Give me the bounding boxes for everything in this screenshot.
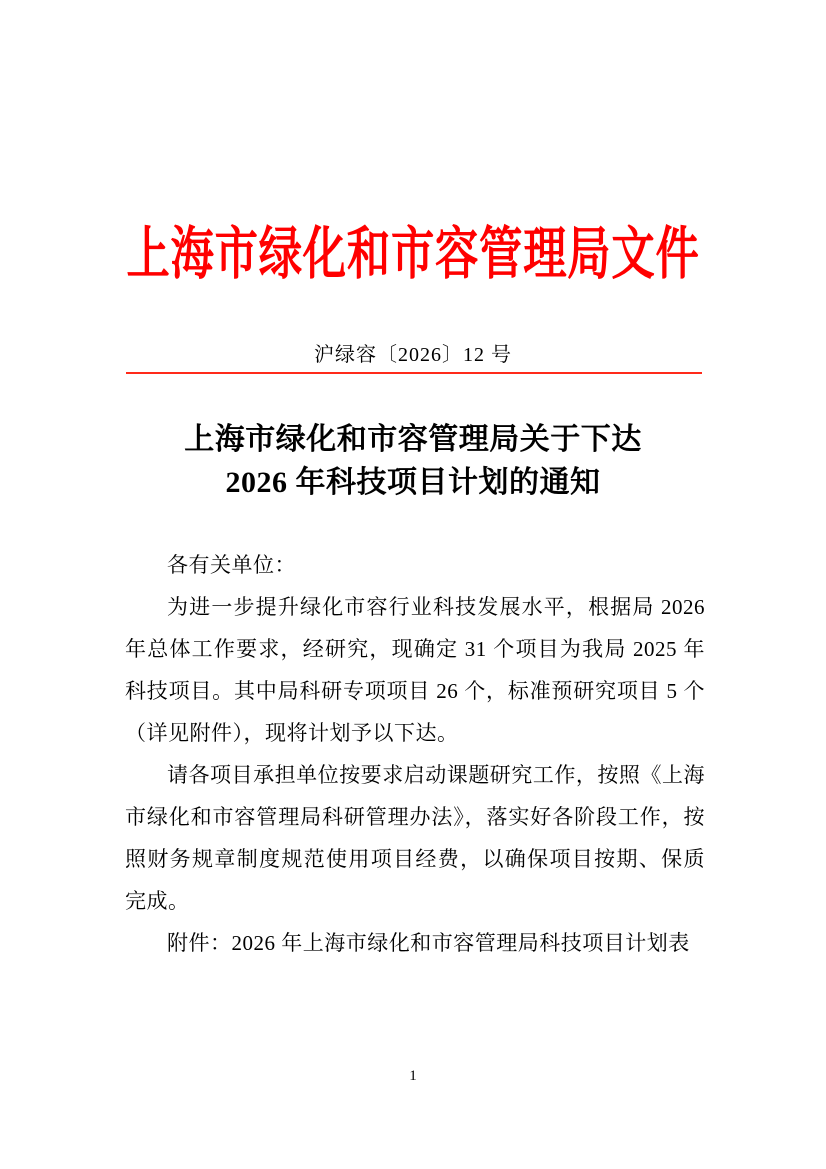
paragraph-2: 请各项目承担单位按要求启动课题研究工作，按照《上海市绿化和市容管理局科研管理办法》，落实好各阶段工作，按照财务规章制度规范使用项目经费，以确保项目按期、保质完成。 <box>125 763 705 913</box>
document-title <box>0 418 826 504</box>
agency-header-title <box>0 220 826 290</box>
document-body <box>125 544 705 964</box>
attachment-note: 附件：2026 年上海市绿化和市容管理局科技项目计划表 <box>167 931 690 955</box>
title-line-1: 上海市绿化和市容管理局关于下达 <box>184 423 642 456</box>
title-line-2: 2026 年科技项目计划的通知 <box>225 466 601 499</box>
agency-header-text: 上海市绿化和市容管理局文件 <box>126 223 700 286</box>
document-number: 沪绿容〔2026〕12 号 <box>314 344 512 366</box>
page-number: 1 <box>409 1068 417 1084</box>
paragraph-1: 为进一步提升绿化市容行业科技发展水平，根据局 2026 年总体工作要求，经研究，现确定 31 个项目为我局 2025 年科技项目。其中局科研专项项目 26 个，标准预研究项目 5 个（详见附件），现将计划予以下达。 <box>125 595 705 745</box>
salutation: 各有关单位： <box>167 553 296 577</box>
red-divider-line <box>126 372 702 374</box>
